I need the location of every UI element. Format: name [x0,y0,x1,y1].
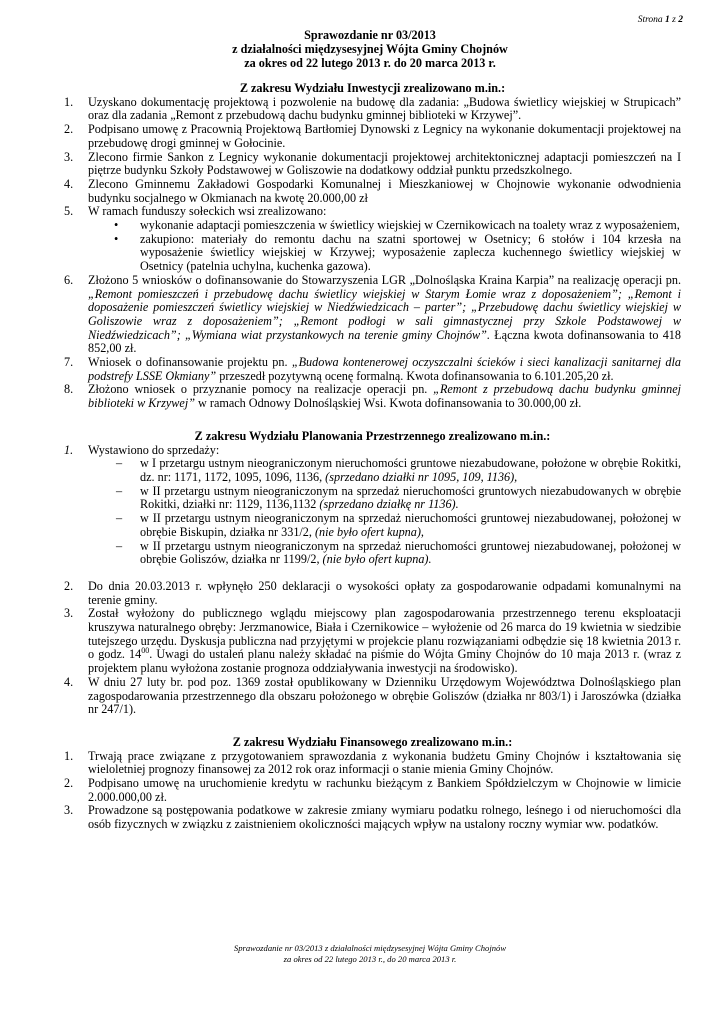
list-item: 8. Złożono wniosek o przyznanie pomocy na realizacje operacji pn. „Remont z przebudową dachu budynku gminnej biblioteki w Krzywej” w ramach Odnowy Dolnośląskiej Wsi. Kwota dofinansowania to 30.000,00 zł. [64,382,681,411]
section-heading-finance: Z zakresu Wydziału Finansowego zrealizowano m.in.: [232,734,513,749]
report-title [60,28,680,70]
list-item: 2. Do dnia 20.03.2013 r. wpłynęło 250 deklaracji o wysokości opłaty za gospodarowanie odpadami komunalnymi na terenie gminy. [64,578,681,607]
list-item: 4. Zlecono Gminnemu Zakładowi Gospodarki Komunalnej i Mieszkaniowej w Chojnowie wykonanie odwodnienia budynku socjalnego w Okmianach na kwotę 20.000,00 zł [64,176,681,205]
dash-icon: – [116,456,123,471]
list-item: 3. Zlecono firmie Sankon z Legnicy wykonanie dokumentacji projektowej architektonicznej adaptacji pomieszczeń na I piętrze budynku Szkoły Podstawowej w Goliszowie na dodatkowy oddział punktu przedszkolnego. [64,149,681,178]
list-item: 1. Trwają prace związane z przygotowaniem sprawozdania z wykonania budżetu Gminy Chojnów i kształtowania się wieloletniej prognozy finansowej za 2012 rok oraz informacji o stanie mienia Gminy Chojnów. [64,748,681,777]
list-item: 6. Złożono 5 wniosków o dofinansowanie do Stowarzyszenia LGR „Dolnośląska Kraina Karpia” na realizację operacji pn. „Remont pomieszczeń i przebudowę dachu świetlicy wiejskiej w Starym Łomie wraz z doposażeniem”; „Remont i doposażenie pomieszczeń świetlicy wiejskiej w Niedźwiedzicach – parter”; „Przebudowę dachu świetlicy wiejskiej w Goliszowie wraz z doposażeniem”; „Remont podłogi w sali gimnastycznej przy Szkole Podstawowej w Niedźwiedzicach”; „Wymiana wiat przystankowych na terenie gminy Chojnów”. Łączna kwota dofinansowania to 418 852,00 zł. [64,272,681,356]
list-item: 3. Prowadzone są postępowania podatkowe w zakresie zmiany wymiaru podatku rolnego, leśnego i od nieruchomości dla osób fizycznych w związku z zaistnieniem okoliczności mających wpływ na ustalony roczny wymiar ww. podatków. [64,803,681,832]
dash-icon: – [116,538,123,553]
dash-item: – w II przetargu ustnym nieograniczonym na sprzedaż nieruchomości gruntowej niezabudowanej, położonej w obrębie Biskupin, działka nr 331/2, (nie było ofert kupna), [116,511,681,539]
planning-list [64,444,681,717]
dash-item: – w II przetargu ustnym nieograniczonym na sprzedaż nieruchomości gruntowej niezabudowanej, położonej w obrębie Goliszów, działka nr 1199/2, (nie było ofert kupna). [116,538,681,567]
section-heading-investments: Z zakresu Wydziału Inwestycji zrealizowano m.in.: [239,81,506,95]
bullet-icon: • [114,231,119,246]
title-line-2: z działalności międzysesyjnej Wójta Gminy Chojnów [232,42,508,56]
list-item: 3. Został wyłożony do publicznego wglądu miejscowy plan zagospodarowania przestrzennego terenu eksploatacji kruszywa naturalnego obręby: Jerzmanowice, Biała i Czernikowice – wyłożenie od 26 marca do 19 kwietnia w siedzibie tutejszego urzędu. Dyskusja publiczna nad przyjętymi w projekcie planu rozwiązaniami odbędzie się 18 kwietnia 2013 r. o godz. $14^{00}$. Uwagi do ustaleń planu należy składać na piśmie do Wójta Gminy Chojnów do 10 maja 2013 r. (wraz z projektem planu wyłożona zostanie prognoza oddziaływania inwestycji na środowisko). [64,606,681,676]
title-line-1: Sprawozdanie nr 03/2013 [304,28,436,42]
investments-list [64,96,681,411]
title-line-3: za okres od 22 lutego 2013 r. do 20 marca 2013 r. [244,56,496,70]
dash-icon: – [116,511,123,526]
list-item: 7. Wniosek o dofinansowanie projektu pn. „Budowa kontenerowej oczyszczalni ścieków i sieci kanalizacji sanitarnej dla podstrefy LSSE Okmiany” przeszedł pozytywną ocenę formalną. Kwota dofinansowania to 6.101.205,20 zł. [64,355,682,383]
bullet-icon: • [114,218,119,233]
section-heading-planning: Z zakresu Wydziału Planowania Przestrzennego zrealizowano m.in.: [194,428,551,443]
dash-item: – w II przetargu ustnym nieograniczonym na sprzedaż nieruchomości gruntowych niezabudowanych w obrębie Rokitki, działki nr: 1129, 1136,1132 (sprzedano działkę nr 1136). [116,483,681,512]
dash-item: – w I przetargu ustnym nieograniczonym nieruchomości gruntowe niezabudowane, położone w obrębie Rokitki, dz. nr: 1171, 1172, 1095, 1096, 1136, (sprzedano działki nr 1095, 109, 1136), [116,456,681,484]
list-item: 1. Wystawiono do sprzedaży: – w I przetargu ustnym nieograniczonym nieruchomości gruntowe niezabudowane, położone w obrębie Rokitki, dz. nr: 1171, 1172, 1095, 1096, 1136, (sprzedano działki nr 1095, 109, 1136), – w II przetargu ustnym nieograniczonym na sprzedaż nieruchomości gruntowych niezabudowanych w obrębie Rokitki, działki nr: 1129, 1136,1132 (sprzedano działkę nr 1136). – w II przetargu ustnym nieograniczonym na sprzedaż nieruchomości gruntowej niezabudowanej, położonej w obrębie Biskupin, działka nr 331/2, (nie było ofert kupna), – w II przetargu ustnym nieograniczonym na sprzedaż nieruchomości gruntowej niezabudowanej, położonej w obrębie Goliszów, działka nr 1199/2, (nie było ofert kupna). [64,442,681,567]
bullet-item: • wykonanie adaptacji pomieszczenia w świetlicy wiejskiej w Czernikowicach na toalety wraz z wyposażeniem, [114,218,680,233]
list-item: 2. Podpisano umowę na uruchomienie kredytu w rachunku bieżącym z Bankiem Spółdzielczym w Chojnowie w limicie 2.000.000,00 zł. [64,776,681,804]
list-item: 5. W ramach funduszy sołeckich wsi zrealizowano: • wykonanie adaptacji pomieszczenia w świetlicy wiejskiej w Czernikowicach na toalety wraz z wyposażeniem, • zakupiono: materiały do remontu dachu na szatni sportowej w Osetnicy; 6 stołów i 104 krzesła na wyposażenie świetlicy wiejskiej w Krzywej; wyposażenie zaplecza kuchennego świetlicy wiejskiej w Osetnicy (patelnia uchylna, kuchenka gazowa). [64,204,681,274]
list-item: 2. Podpisano umowę z Pracownią Projektową Bartłomiej Dynowski z Legnicy na wykonanie dokumentacji projektowej na przebudowę drogi gminnej w Gołocinie. [64,122,681,150]
report-body [64,82,681,832]
dash-list [88,457,681,567]
bullet-item: • zakupiono: materiały do remontu dachu na szatni sportowej w Osetnicy; 6 stołów i 104 krzesła na wyposażenie świetlicy wiejskiej w Krzywej; wyposażenie zaplecza kuchennego świetlicy wiejskiej w Osetnicy (patelnia uchylna, kuchenka gazowa). [114,231,681,274]
page-number: Strona 1 z 2 [637,15,683,25]
bullet-list [88,219,681,274]
dash-icon: – [116,483,123,498]
finance-list [64,750,681,832]
page-footer: Sprawozdanie nr 03/2013 z działalności międzysesyjnej Wójta Gminy Chojnów za okres od 22 lutego 2013 r., do 20 marca 2013 r. [233,943,507,964]
list-item: 1. Uzyskano dokumentację projektową i pozwolenie na budowę dla zadania: „Budowa świetlicy wiejskiej w Strupicach” oraz dla zadania „Remont z przebudową dachu budynku gminnej biblioteki w Krzywej”. [64,94,681,123]
list-item: 4. W dniu 27 luty br. pod poz. 1369 został opublikowany w Dzienniku Urzędowym Województwa Dolnośląskiego plan zagospodarowania przestrzennego dla obszaru położonego w obrębie Goliszów (działka nr 803/1) i Jaroszówka (działka nr 247/1). [64,674,681,717]
